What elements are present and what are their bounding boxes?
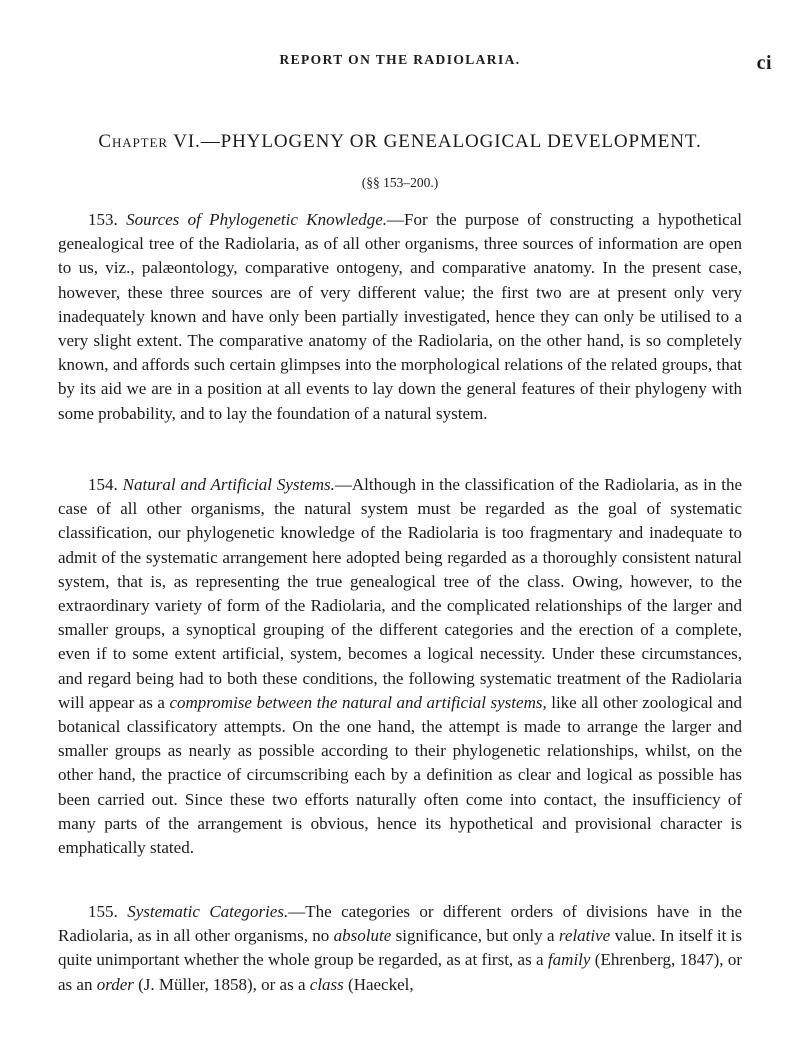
running-head: REPORT ON THE RADIOLARIA. xyxy=(279,52,521,67)
paragraph-body-cont: significance, but only a xyxy=(391,926,559,946)
paragraph-number: 153. xyxy=(88,210,118,229)
page-number: ci xyxy=(756,52,772,74)
chapter-heading: —PHYLOGENY OR GENEALOGICAL DEVELOPMENT. xyxy=(200,131,702,152)
paragraph-body-cont: value. In itself it is quite unimportant whether the whole group be regarded, as at first, as a xyxy=(58,926,742,970)
paragraph-number: 155. xyxy=(88,902,118,921)
paragraph-heading: Sources of Phylogenetic Knowledge. xyxy=(126,210,387,229)
emphasis-relative: relative xyxy=(558,926,611,946)
paragraph-body-cont: like all other zoological and botanical classificatory attempts. On the one hand, the attempt is made to arrange the larger and smaller groups as nearly as possible according to their phylogenetic relationships, whilst, on the other hand, the practice of circumscribing each by a definition as clear and logical as possible has been carried out. Since these two efforts naturally often come into contact, the insufficiency of many parts of the arrangement is obvious, hence its hypothetical and provisional character is emphatically stated. xyxy=(58,692,743,858)
section-range: (§§ 153–200.) xyxy=(361,175,439,190)
emphasis-family: family xyxy=(547,950,591,970)
paragraph-body: —Although in the classification of the Radiolaria, as in the case of all other organisms, the natural system must be regarded as the goal of systematic classification, our phylogenetic knowledge of the Radiolaria is too fragmentary and inadequate to admit of the systematic arrangement here adopted being regarded as a thoroughly consistent natural system, that is, as representing the true genealogical tree of the class. Owing, however, to the extraordinary variety of form of the Radiolaria, and the complicated relationships of the larger and smaller groups, a synoptical grouping of the different categories and the erection of a complete, even if to some extent artificial, system, becomes a logical necessity. Under these circumstances, and regard being had to both these conditions, the following systematic treatment of the Radiolaria will appear as a xyxy=(58,475,743,712)
emphasis-text: compromise between the natural and artificial systems, xyxy=(169,692,547,712)
paragraph-body-cont: (Haeckel, xyxy=(343,974,414,994)
paragraph-heading: Natural and Artificial Systems. xyxy=(122,475,335,494)
paragraph-number: 154. xyxy=(88,475,118,494)
paragraph-154 xyxy=(58,473,742,860)
chapter-title xyxy=(0,131,800,153)
paragraph-body: —The categories or different orders of divisions have in the Radiolaria, as in all other organisms, no xyxy=(58,902,743,946)
emphasis-absolute: absolute xyxy=(333,926,392,946)
paragraph-body-cont: (J. Müller, 1858), or as a xyxy=(133,974,310,994)
emphasis-class: class xyxy=(309,974,344,994)
emphasis-order: order xyxy=(96,974,134,994)
paragraph-heading: Systematic Categories. xyxy=(127,902,289,921)
paragraph-body: —For the purpose of constructing a hypothetical genealogical tree of the Radiolaria, as of all other organisms, three sources of information are open to us, viz., palæontology, comparative ontogeny, and comparative anatomy. In the present case, however, these three sources are of very different value; the first two are at present only very inadequately known and have only been partially investigated, hence they can only be utilised to a very slight extent. The comparative anatomy of the Radiolaria, on the other hand, is so completely known, and affords such certain glimpses into the morphological relations of the related groups, that by its aid we are in a position at all events to lay down the general features of their phylogeny with some probability, and to lay the foundation of a natural system. xyxy=(58,210,742,423)
paragraph-153 xyxy=(58,208,742,426)
chapter-label: Chapter VI. xyxy=(98,131,201,152)
paragraph-body-cont: (Ehrenberg, 1847), or as an xyxy=(58,950,742,994)
paragraph-155 xyxy=(58,900,742,997)
